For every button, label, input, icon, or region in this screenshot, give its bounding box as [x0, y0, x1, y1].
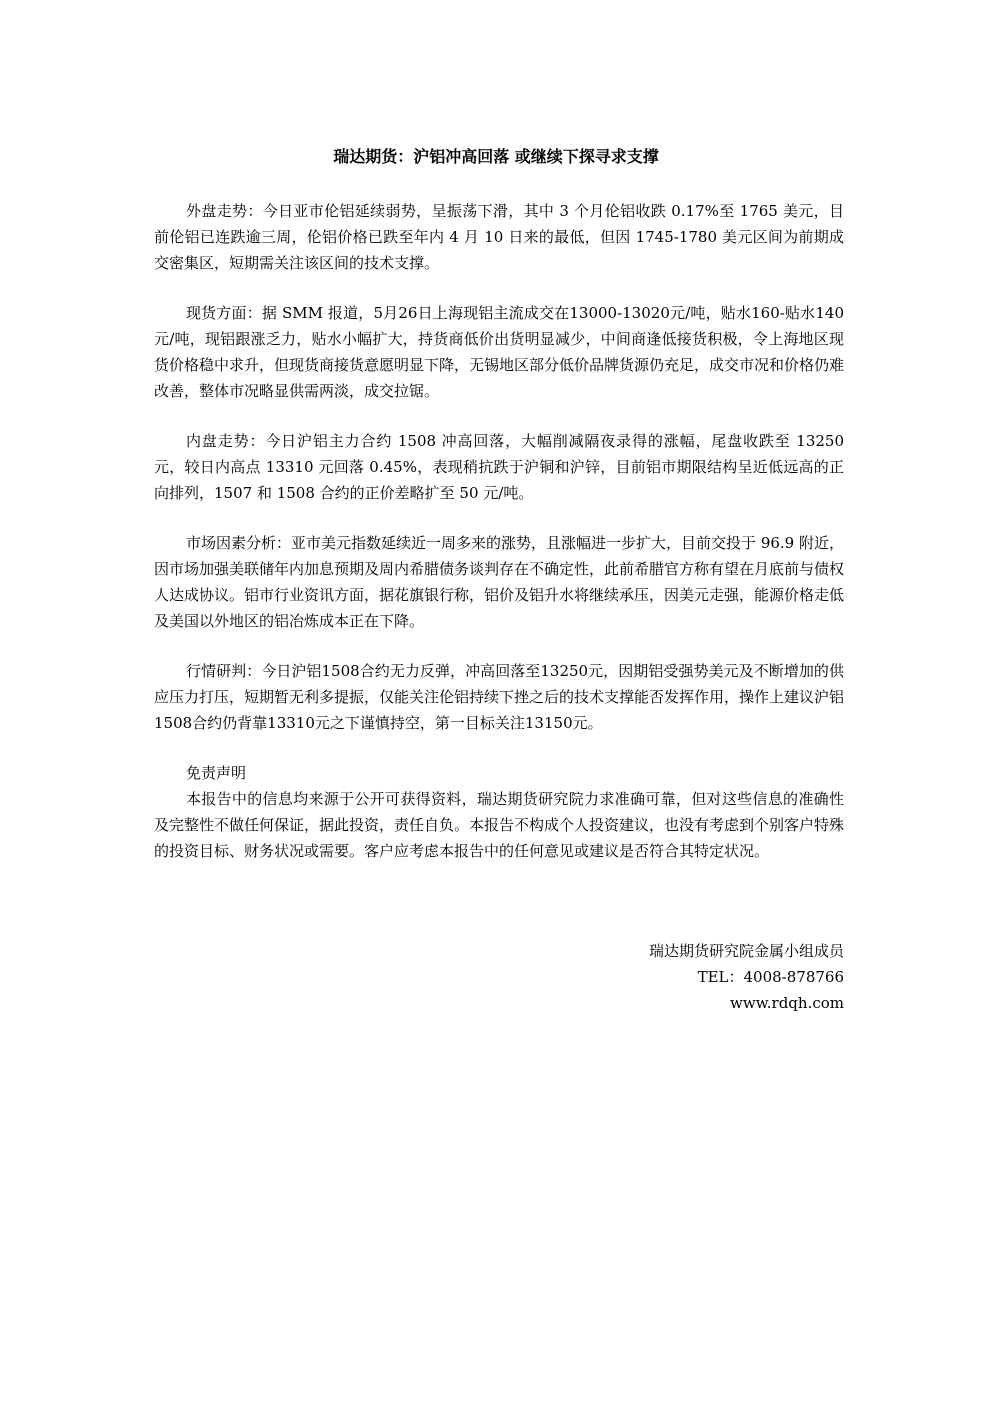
- document-body: [154, 198, 844, 864]
- paragraph-spot-market: 现货方面：据 SMM 报道，5月26日上海现铝主流成交在13000-13020元/吨，贴水160-贴水140元/吨，现铝跟涨乏力，贴水小幅扩大，持货商低价出货明显减少，中间商逢低接货积极，令上海地区现货价格稳中求升，但现货商接货意愿明显下降，无锡地区部分低价品牌货源仍充足，成交市况和价格仍难改善，整体市况略显供需两淡，成交拉锯。: [154, 304, 845, 400]
- signature-block: [154, 938, 844, 1016]
- document-title: 瑞达期货：沪铝冲高回落 或继续下探寻求支撑: [333, 147, 659, 166]
- signature-team: 瑞达期货研究院金属小组成员: [648, 942, 844, 960]
- paragraph-market-factors: 市场因素分析：亚市美元指数延续近一周多来的涨势，且涨幅进一步扩大，目前交投于 96.9 附近，因市场加强美联储年内加息预期及周内希腊债务谈判存在不确定性，此前希腊官方称有望在月底前与债权人达成协议。铝市行业资讯方面，据花旗银行称，铝价及铝升水将继续承压，因美元走强，能源价格走低及美国以外地区的铝冶炼成本正在下降。: [154, 534, 845, 630]
- signature-website: www.rdqh.com: [730, 994, 844, 1012]
- disclaimer-text: 本报告中的信息均来源于公开可获得资料，瑞达期货研究院力求准确可靠，但对这些信息的准确性及完整性不做任何保证，据此投资，责任自负。本报告不构成个人投资建议，也没有考虑到个别客户特殊的投资目标、财务状况或需要。客户应考虑本报告中的任何意见或建议是否符合其特定状况。: [154, 790, 845, 860]
- paragraph-outlook: 行情研判：今日沪铝1508合约无力反弹，冲高回落至13250元，因期铝受强势美元及不断增加的供应压力打压，短期暂无利多提振，仅能关注伦铝持续下挫之后的技术支撑能否发挥作用，操作上建议沪铝1508合约仍背靠13310元之下谨慎持空，第一目标关注13150元。: [154, 662, 845, 732]
- disclaimer-heading: 免责声明: [186, 764, 247, 782]
- paragraph-domestic-market: 内盘走势：今日沪铝主力合约 1508 冲高回落，大幅削减隔夜录得的涨幅，尾盘收跌至 13250 元，较日内高点 13310 元回落 0.45%，表现稍抗跌于沪铜和沪锌，目前铝市期限结构呈近低远高的正向排列，1507 和 1508 合约的正价差略扩至 50 元/吨。: [154, 432, 844, 502]
- paragraph-overseas-market: 外盘走势：今日亚市伦铝延续弱势，呈振荡下滑，其中 3 个月伦铝收跌 0.17%至 1765 美元，目前伦铝已连跌逾三周，伦铝价格已跌至年内 4 月 10 日来的最低，但因 1745-1780 美元区间为前期成交密集区，短期需关注该区间的技术支撑。: [154, 202, 844, 272]
- signature-tel: TEL：4008-878766: [697, 968, 844, 986]
